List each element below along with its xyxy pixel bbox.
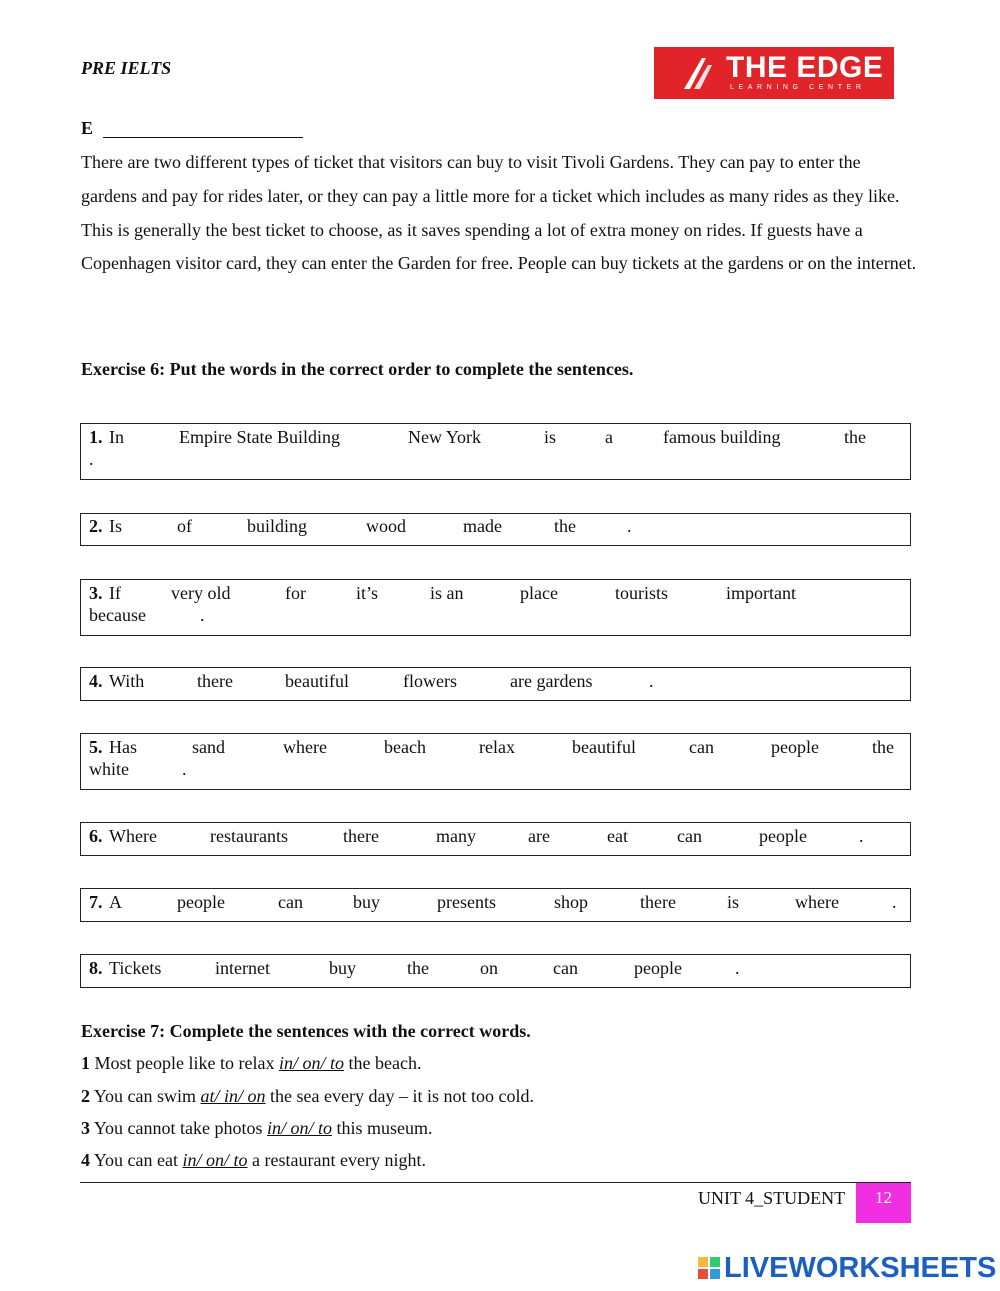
item-text-after: this museum.	[336, 1118, 433, 1138]
sentence-number: 5.	[89, 737, 103, 757]
word-chip[interactable]: many	[436, 826, 476, 846]
item-text-before: You cannot take photos	[93, 1118, 263, 1138]
word-chip[interactable]: .	[735, 958, 740, 978]
word-chip[interactable]: buy	[353, 892, 380, 912]
word-chip[interactable]: If	[109, 583, 121, 603]
sentence-number: 8.	[89, 958, 103, 978]
word-chip[interactable]: .	[200, 605, 205, 625]
word-chip[interactable]: .	[182, 759, 187, 779]
exercise-7-heading: Exercise 7: Complete the sentences with the correct words.	[81, 1021, 531, 1041]
the-edge-logo	[654, 47, 894, 99]
word-chip[interactable]: .	[649, 671, 654, 691]
word-chip[interactable]: of	[177, 516, 192, 536]
unit-label: UNIT 4_STUDENT	[698, 1188, 846, 1208]
sentence-number: 7.	[89, 892, 103, 912]
sentence-number: 6.	[89, 826, 103, 846]
word-chip[interactable]: building	[247, 516, 308, 536]
exercise-7-item-2	[81, 1086, 534, 1107]
word-chip[interactable]: Tickets	[109, 958, 162, 978]
word-chip[interactable]: relax	[479, 737, 515, 757]
item-text-before: You can swim	[93, 1086, 197, 1106]
liveworksheets-logo-icon	[697, 1256, 721, 1280]
word-chip[interactable]: the	[554, 516, 576, 536]
word-chip[interactable]: there	[197, 671, 233, 691]
word-chip[interactable]: people	[177, 892, 225, 912]
word-chip[interactable]: .	[89, 449, 94, 469]
word-chip[interactable]: people	[771, 737, 819, 757]
section-answer-line	[103, 137, 303, 138]
word-chip[interactable]: With	[109, 671, 145, 691]
word-chip[interactable]: white	[89, 759, 129, 779]
word-chip[interactable]: the	[844, 427, 866, 447]
word-chip[interactable]: beautiful	[572, 737, 636, 757]
liveworksheets-wordmark: LIVEWORKSHEETS	[724, 1252, 997, 1284]
word-chip[interactable]: can	[278, 892, 303, 912]
word-chip[interactable]: shop	[554, 892, 589, 912]
word-chip[interactable]: A	[109, 892, 122, 912]
word-chip[interactable]: can	[553, 958, 578, 978]
word-chip[interactable]: flowers	[403, 671, 457, 691]
word-chip[interactable]: because	[89, 605, 146, 625]
item-text-after: a restaurant every night.	[252, 1150, 426, 1170]
word-chip[interactable]: is	[544, 427, 557, 447]
logo-name: THE EDGE	[726, 51, 884, 84]
word-chip[interactable]: .	[859, 826, 864, 846]
exercise-7-item-4	[81, 1150, 426, 1171]
options-dropdown[interactable]: in/ on/ to	[267, 1118, 333, 1138]
item-text-after: the beach.	[348, 1053, 422, 1073]
options-dropdown[interactable]: at/ in/ on	[200, 1086, 266, 1106]
sentence-number: 4.	[89, 671, 103, 691]
word-chip[interactable]: there	[343, 826, 379, 846]
word-chip[interactable]: beautiful	[285, 671, 349, 691]
word-chip[interactable]: a	[605, 427, 613, 447]
page-number: 12	[856, 1183, 911, 1223]
word-chip[interactable]: place	[520, 583, 558, 603]
logo-subtitle: LEARNING CENTER	[730, 84, 866, 91]
sentence-number: 3.	[89, 583, 103, 603]
word-chip[interactable]: can	[689, 737, 714, 757]
word-chip[interactable]: tourists	[615, 583, 669, 603]
options-dropdown[interactable]: in/ on/ to	[182, 1150, 248, 1170]
exercise-7-item-1	[81, 1053, 421, 1074]
logo-swoosh-icon	[682, 56, 718, 90]
word-chip[interactable]: In	[109, 427, 124, 447]
word-chip[interactable]: made	[463, 516, 502, 536]
word-chip[interactable]: wood	[366, 516, 406, 536]
word-chip[interactable]: on	[480, 958, 498, 978]
word-chip[interactable]: is	[727, 892, 740, 912]
word-chip[interactable]: the	[872, 737, 894, 757]
word-chip[interactable]: where	[795, 892, 839, 912]
word-chip[interactable]: people	[759, 826, 807, 846]
word-chip[interactable]: important	[726, 583, 796, 603]
word-chip[interactable]: beach	[384, 737, 426, 757]
reading-paragraph: There are two different types of ticket that visitors can buy to visit Tivoli Gardens. They can pay to enter the gardens and pay for rides later, or they can pay a little more for a ticket which includes as many rides as they like. This is generally the best ticket to choose, as it saves spending a lot of extra money on rides. If guests have a Copenhagen visitor card, they can enter the Garden for free. People can buy tickets at the gardens or on the internet.	[81, 152, 917, 274]
page-header-title: PRE IELTS	[81, 58, 172, 78]
sentence-box-4[interactable]	[80, 667, 911, 701]
section-label: E	[81, 118, 94, 138]
item-text-before: Most people like to relax	[94, 1053, 275, 1073]
sentence-box-3[interactable]	[80, 579, 911, 636]
item-number: 1	[81, 1053, 90, 1073]
word-chip[interactable]: can	[677, 826, 702, 846]
sentence-box-6[interactable]	[80, 822, 911, 856]
options-dropdown[interactable]: in/ on/ to	[278, 1053, 344, 1073]
word-chip[interactable]: is an	[430, 583, 464, 603]
word-chip[interactable]: people	[634, 958, 682, 978]
word-chip[interactable]: buy	[329, 958, 356, 978]
word-chip[interactable]: .	[892, 892, 897, 912]
sentence-number: 2.	[89, 516, 103, 536]
item-text-after: the sea every day – it is not too cold.	[270, 1086, 534, 1106]
sentence-box-5[interactable]	[80, 733, 911, 790]
sentence-box-7[interactable]	[80, 888, 911, 922]
word-chip[interactable]: Empire State Building	[179, 427, 340, 447]
item-number: 3	[81, 1118, 90, 1138]
word-chip[interactable]: there	[640, 892, 676, 912]
word-chip[interactable]: New York	[408, 427, 482, 447]
word-chip[interactable]: famous building	[663, 427, 781, 447]
exercise-7-item-3	[81, 1118, 433, 1139]
item-number: 2	[81, 1086, 90, 1106]
word-chip[interactable]: eat	[607, 826, 628, 846]
word-chip[interactable]: .	[627, 516, 632, 536]
sentence-number: 1.	[89, 427, 103, 447]
word-chip[interactable]: are gardens	[510, 671, 593, 691]
sentence-box-8[interactable]	[80, 954, 911, 988]
word-chip[interactable]: where	[283, 737, 327, 757]
word-chip[interactable]: internet	[215, 958, 270, 978]
item-number: 4	[81, 1150, 90, 1170]
word-chip[interactable]: are	[528, 826, 550, 846]
sentence-box-2[interactable]	[80, 513, 911, 546]
word-chip[interactable]: the	[407, 958, 429, 978]
word-chip[interactable]: it’s	[356, 583, 379, 603]
word-chip[interactable]: presents	[437, 892, 496, 912]
word-chip[interactable]: restaurants	[210, 826, 288, 846]
word-chip[interactable]: very old	[171, 583, 231, 603]
word-chip[interactable]: Where	[109, 826, 157, 846]
word-chip[interactable]: sand	[192, 737, 225, 757]
word-chip[interactable]: Has	[109, 737, 137, 757]
word-chip[interactable]: for	[285, 583, 306, 603]
word-chip[interactable]: Is	[109, 516, 122, 536]
footer-divider	[80, 1182, 911, 1183]
sentence-box-1[interactable]	[80, 423, 911, 480]
exercise-6-heading: Exercise 6: Put the words in the correct order to complete the sentences.	[81, 359, 634, 379]
item-text-before: You can eat	[93, 1150, 178, 1170]
